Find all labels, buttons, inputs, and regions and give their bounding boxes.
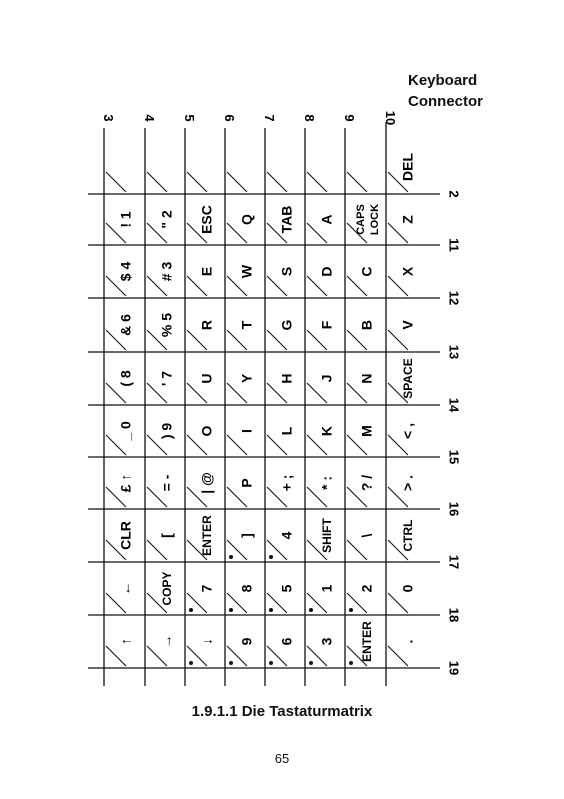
key-legend: ? / [358, 474, 375, 492]
switch-diagonal [227, 487, 247, 507]
switch-diagonal [347, 435, 367, 455]
key-legend: £ ↑ [117, 473, 134, 493]
switch-diagonal [227, 172, 247, 192]
key-legend: _ 0 [117, 421, 134, 441]
switch-diagonal [267, 276, 287, 296]
switch-diagonal [187, 172, 207, 192]
key-legend: D [318, 266, 335, 277]
switch-diagonal [388, 646, 408, 666]
key-legend: ( 8 [117, 370, 134, 387]
switch-diagonal [388, 593, 408, 613]
key-legend: * : [318, 476, 335, 490]
key-legend: = - [158, 474, 175, 492]
column-label: 5 [182, 114, 197, 122]
key-legend: U [198, 373, 215, 384]
key-legend: ENTER [360, 621, 375, 662]
key-legend: ' 7 [158, 370, 175, 387]
key-legend: W [238, 264, 255, 279]
row-label: 19 [446, 660, 462, 676]
key-legend: DEL [399, 153, 416, 181]
switch-diagonal [187, 330, 207, 350]
column-label: 9 [342, 114, 357, 122]
switch-dot [349, 661, 353, 665]
switch-diagonal [388, 276, 408, 296]
key-legend: \ [358, 533, 375, 538]
switch-diagonal [388, 223, 408, 243]
key-legend: CAPS [354, 204, 367, 235]
row-label: 14 [446, 397, 462, 413]
key-legend: 6 [278, 637, 295, 646]
key-legend: M [358, 425, 375, 437]
key-legend: S [278, 266, 295, 277]
page-number: 65 [274, 751, 290, 766]
switch-dot [229, 661, 233, 665]
switch-diagonal [227, 223, 247, 243]
figure-caption: 1.9.1.1 Die Tastaturmatrix [191, 703, 373, 720]
key-legend: COPY [160, 571, 175, 606]
key-legend: 0 [399, 584, 416, 593]
key-legend: V [399, 320, 416, 330]
key-legend: ! 1 [117, 211, 134, 228]
switch-diagonal [347, 276, 367, 296]
key-legend: | @ [198, 472, 215, 494]
key-legend: H [278, 373, 295, 384]
key-legend: + ; [278, 474, 295, 492]
key-legend: SPACE [401, 358, 416, 399]
key-legend: ← [117, 581, 134, 596]
key-legend: . [399, 639, 416, 644]
switch-diagonal [267, 172, 287, 192]
key-legend: K [318, 425, 335, 437]
key-legend: A [318, 214, 335, 225]
key-legend: Z [399, 215, 416, 224]
key-legend: L [278, 426, 295, 436]
column-label: 6 [222, 114, 237, 122]
row-label: 2 [446, 190, 462, 198]
key-legend: & 6 [117, 314, 134, 336]
key-legend: → [158, 634, 175, 649]
key-legend: ↓ [198, 638, 215, 645]
key-legend: 3 [318, 637, 335, 646]
column-label: 3 [101, 114, 116, 122]
switch-diagonal [267, 330, 287, 350]
row-label: 18 [446, 607, 462, 623]
row-label: 12 [446, 290, 462, 306]
switch-diagonal [347, 540, 367, 560]
row-label: 11 [446, 238, 462, 252]
connector-label-line2: Connector [408, 93, 483, 110]
switch-diagonal [227, 330, 247, 350]
key-legend: 7 [198, 584, 215, 593]
key-legend: G [278, 319, 295, 331]
switch-diagonal [227, 383, 247, 403]
switch-diagonal [307, 383, 327, 403]
key-legend: X [399, 266, 416, 277]
switch-dot [189, 608, 193, 612]
key-legend: N [358, 373, 375, 384]
switch-diagonal [307, 172, 327, 192]
column-label: 10 [383, 110, 398, 126]
row-label: 17 [446, 554, 462, 570]
switch-diagonal [106, 172, 126, 192]
row-label: 15 [446, 449, 462, 465]
key-legend: 2 [358, 584, 375, 593]
key-legend: B [358, 319, 375, 331]
switch-diagonal [307, 435, 327, 455]
switch-dot [309, 608, 313, 612]
switch-diagonal [147, 540, 167, 560]
key-legend: SHIFT [320, 518, 335, 553]
switch-diagonal [347, 330, 367, 350]
switch-diagonal [307, 330, 327, 350]
connector-label-line1: Keyboard [408, 72, 478, 89]
key-legend: < , [399, 423, 416, 439]
key-legend: ↑ [117, 638, 134, 645]
key-legend: $ 4 [117, 261, 134, 282]
switch-diagonal [227, 435, 247, 455]
switch-diagonal [347, 172, 367, 192]
key-legend: CLR [117, 521, 134, 550]
key-legend: % 5 [158, 312, 175, 338]
key-legend: ENTER [200, 515, 215, 556]
key-legend: P [238, 478, 255, 488]
key-legend: ESC [198, 205, 215, 234]
key-legend: 5 [278, 584, 295, 593]
switch-diagonal [187, 383, 207, 403]
switch-diagonal [267, 383, 287, 403]
switch-dot [189, 661, 193, 665]
switch-diagonal [388, 330, 408, 350]
key-legend: J [318, 374, 335, 383]
key-legend: O [198, 425, 215, 437]
key-legend: E [198, 266, 215, 277]
key-legend: CTRL [401, 519, 416, 552]
key-legend: T [238, 320, 255, 330]
column-label: 8 [302, 114, 317, 122]
switch-diagonal [347, 383, 367, 403]
key-legend: C [358, 266, 375, 277]
switch-diagonal [307, 223, 327, 243]
key-legend: > . [399, 475, 416, 491]
key-legend: I [238, 429, 255, 433]
switch-diagonal [147, 172, 167, 192]
switch-dot [349, 608, 353, 612]
key-legend: 1 [318, 584, 335, 593]
column-label: 4 [142, 114, 157, 122]
switch-dot [269, 555, 273, 559]
key-legend: TAB [278, 205, 295, 234]
key-legend: Q [238, 214, 255, 225]
switch-dot [269, 608, 273, 612]
switch-dot [269, 661, 273, 665]
switch-dot [229, 555, 233, 559]
key-legend: R [198, 319, 215, 331]
key-legend: 8 [238, 584, 255, 593]
key-legend: F [318, 320, 335, 330]
switch-diagonal [106, 646, 126, 666]
switch-diagonal [307, 276, 327, 296]
key-legend: [ [158, 533, 175, 538]
column-label: 7 [262, 114, 277, 122]
row-label: 16 [446, 501, 462, 517]
key-legend: " 2 [158, 210, 175, 229]
key-legend: 9 [238, 637, 255, 646]
key-legend: Y [238, 373, 255, 384]
switch-diagonal [187, 435, 207, 455]
key-legend: ] [238, 533, 255, 538]
key-legend: ) 9 [158, 422, 175, 440]
switch-diagonal [267, 435, 287, 455]
key-legend: LOCK [368, 203, 381, 236]
switch-dot [229, 608, 233, 612]
key-legend: 4 [278, 531, 295, 540]
row-label: 13 [446, 344, 462, 360]
switch-diagonal [187, 276, 207, 296]
switch-dot [309, 661, 313, 665]
key-legend: # 3 [158, 261, 175, 282]
